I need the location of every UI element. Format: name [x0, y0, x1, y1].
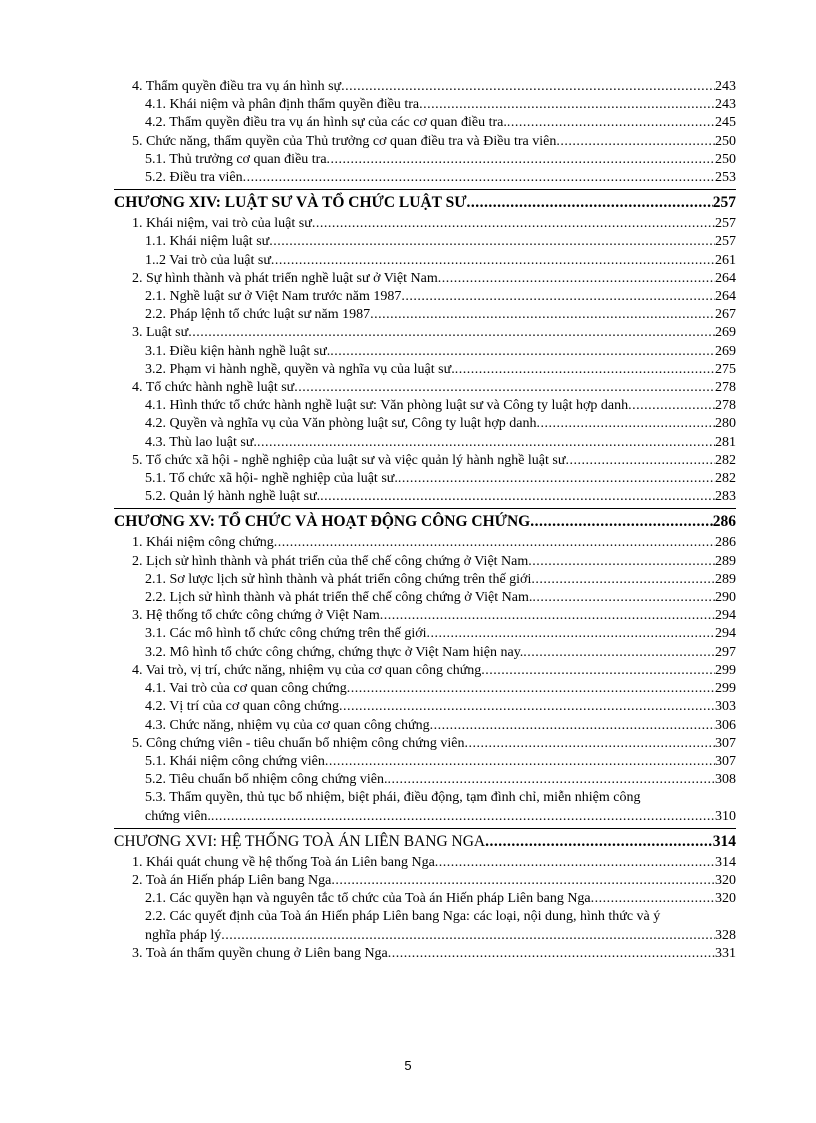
toc-entry-title: 2.1. Nghề luật sư ở Việt Nam trước năm 1987	[145, 289, 402, 305]
dot-leader	[537, 415, 715, 433]
toc-entry-page: 257	[715, 216, 736, 232]
toc-entry-page: 320	[715, 891, 736, 907]
toc-entry-page: 281	[715, 434, 736, 450]
toc-entry-page: 286	[715, 535, 736, 551]
chapter-title: CHƯƠNG XV: TỔ CHỨC VÀ HOẠT ĐỘNG CÔNG CHỨNG	[114, 513, 531, 531]
dot-leader	[628, 397, 715, 415]
dot-leader	[438, 270, 715, 288]
toc-entry-title: 3.1. Điều kiện hành nghề luật sư.	[145, 343, 331, 359]
toc-entry-page: 257	[715, 234, 736, 250]
toc-entry	[114, 945, 736, 963]
dot-leader	[341, 78, 715, 96]
dot-leader	[455, 361, 715, 379]
toc-entry	[114, 717, 736, 735]
toc-entry-title: 2. Toà án Hiến pháp Liên bang Nga	[132, 872, 332, 888]
toc-entry-title-continued: chứng viên.	[145, 808, 211, 824]
toc-entry-page: 294	[715, 608, 736, 624]
toc-entry	[114, 470, 736, 488]
toc-entry-title: 3. Toà án thẩm quyền chung ở Liên bang Nga	[132, 945, 388, 961]
toc-entry-page: 294	[715, 626, 736, 642]
dot-leader	[591, 890, 715, 908]
toc-entry-title: 3. Luật sư	[132, 325, 189, 341]
toc-entry-title: 1. Khái niệm công chứng	[132, 535, 274, 551]
toc-entry-title: 4.3. Chức năng, nhiệm vụ của cơ quan công chứng	[145, 717, 430, 733]
dot-leader	[339, 698, 715, 716]
dot-leader	[269, 233, 715, 251]
dot-leader	[531, 571, 715, 589]
toc-entry-title: 2. Lịch sử hình thành và phát triển của thể chế công chứng ở Việt Nam	[132, 553, 529, 569]
toc-entry-title: 3.2. Mô hình tổ chức công chứng, chứng thực ở Việt Nam hiện nay.	[145, 644, 524, 660]
toc-entry-page: 280	[715, 416, 736, 432]
toc-entry	[114, 133, 736, 151]
toc-entry-title: 5. Công chứng viên - tiêu chuẩn bổ nhiệm công chứng viên	[132, 735, 465, 751]
toc-entry-page: 278	[715, 380, 736, 396]
toc-entry-title: 5.2. Quản lý hành nghề luật sư.	[145, 489, 321, 505]
dot-leader	[320, 488, 715, 506]
toc-entry-title: 4. Vai trò, vị trí, chức năng, nhiệm vụ của cơ quan công chứng	[132, 662, 482, 678]
toc-entry-title: 2. Sự hình thành và phát triển nghề luật sư ở Việt Nam	[132, 270, 438, 286]
toc-entry	[114, 771, 736, 789]
toc-entry-title: 2.2. Lịch sử hình thành và phát triển thể chế công chứng ở Việt Nam.	[145, 590, 533, 606]
dot-leader	[380, 607, 715, 625]
toc-entry	[114, 571, 736, 589]
toc-entry-page: 303	[715, 699, 736, 715]
toc-entry	[114, 589, 736, 607]
toc-entry	[114, 488, 736, 506]
toc-entry-page: 282	[715, 471, 736, 487]
dot-leader	[330, 343, 715, 361]
toc-entry	[114, 361, 736, 379]
toc-entry-title: 4.2. Thẩm quyền điều tra vụ án hình sự của các cơ quan điều tra.	[145, 115, 507, 131]
dot-leader	[467, 190, 713, 215]
toc-entry	[114, 872, 736, 890]
toc-entry-title: 2.1. Các quyền hạn và nguyên tắc tổ chức của Toà án Hiến pháp Liên bang Nga	[145, 891, 591, 907]
toc-entry-page: 267	[715, 307, 736, 323]
dot-leader	[435, 854, 715, 872]
toc-entry-title: 3.1. Các mô hình tổ chức công chứng trên thế giới	[145, 626, 427, 642]
toc-entry-page: 250	[715, 151, 736, 167]
toc-entry-page: 250	[715, 133, 736, 149]
toc-entry	[114, 324, 736, 342]
dot-leader	[271, 252, 715, 270]
dot-leader	[327, 151, 715, 169]
toc-entry	[114, 114, 736, 132]
toc-entry-page: 261	[715, 252, 736, 268]
toc-entry-page: 243	[715, 97, 736, 113]
toc-entry-title: 4.1. Khái niệm và phân định thẩm quyền điều tra	[145, 97, 420, 113]
toc-entry-title: 5.2. Điều tra viên	[145, 170, 243, 186]
toc-entry	[114, 452, 736, 470]
toc-entry	[114, 607, 736, 625]
toc-entry	[114, 753, 736, 771]
toc-entry	[114, 215, 736, 233]
toc-entry-page: 253	[715, 170, 736, 186]
toc-entry-page: 275	[715, 361, 736, 377]
toc-entry	[114, 379, 736, 397]
toc-entry-title: 5. Tổ chức xã hội - nghề nghiệp của luật sư và việc quản lý hành nghề luật sư	[132, 452, 566, 468]
toc-entry-title: 5.3. Thẩm quyền, thủ tục bổ nhiệm, biệt phái, điều động, tạm đình chỉ, miễn nhiệm công	[145, 790, 641, 806]
dot-leader	[556, 133, 715, 151]
dot-leader	[325, 753, 715, 771]
toc-entry-title: 4.2. Vị trí của cơ quan công chứng	[145, 699, 339, 715]
toc-entry-page: 331	[715, 945, 736, 961]
toc-entry-page: 264	[715, 270, 736, 286]
dot-leader	[347, 680, 715, 698]
toc-entry	[114, 644, 736, 662]
toc-entry	[114, 270, 736, 288]
toc-entry-page: 245	[715, 115, 736, 131]
dot-leader	[398, 470, 715, 488]
toc-entry-page: 289	[715, 571, 736, 587]
toc-entry	[114, 908, 736, 944]
chapter-page: 286	[712, 513, 736, 531]
toc-entry-title: 1. Khái niệm, vai trò của luật sư	[132, 216, 312, 232]
dot-leader	[243, 169, 715, 187]
page-number: 5	[404, 1058, 412, 1073]
toc-entry-title: 2.2. Các quyết định của Toà án Hiến pháp Liên bang Nga: các loại, nội dung, hình thức và ý	[145, 909, 661, 925]
dot-leader	[464, 735, 715, 753]
toc-entry-page: 282	[715, 452, 736, 468]
dot-leader	[211, 808, 715, 826]
toc-entry-title-continued: nghĩa pháp lý	[145, 927, 222, 943]
dot-leader	[507, 114, 715, 132]
dot-leader	[401, 288, 715, 306]
toc-entry-page: 306	[715, 717, 736, 733]
toc-entry	[114, 854, 736, 872]
toc-entry	[114, 434, 736, 452]
toc-entry-title: 2.1. Sơ lược lịch sử hình thành và phát triển công chứng trên thế giới	[145, 571, 532, 587]
toc-entry-title: 2.2. Pháp lệnh tổ chức luật sư năm 1987	[145, 307, 371, 323]
dot-leader	[257, 434, 715, 452]
toc-entry-page: 283	[715, 489, 736, 505]
toc-entry-title: 1.1. Khái niệm luật sư	[145, 234, 270, 250]
dot-leader	[388, 945, 715, 963]
dot-leader	[430, 717, 715, 735]
toc-entry-title: 4.1. Vai trò của cơ quan công chứng	[145, 681, 347, 697]
toc-entry-page: 243	[715, 79, 736, 94]
toc-entry	[114, 789, 736, 825]
toc-entry-page: 308	[715, 772, 736, 788]
toc-entry	[114, 735, 736, 753]
dot-leader	[221, 927, 715, 945]
toc-entry	[114, 553, 736, 571]
toc-entry-page: 299	[715, 681, 736, 697]
toc-entry-title: 4. Thẩm quyền điều tra vụ án hình sự	[132, 79, 342, 94]
toc-entry-title: 3. Hệ thống tổ chức công chứng ở Việt Nam	[132, 608, 380, 624]
dot-leader	[530, 509, 713, 534]
toc-entry-page: 328	[715, 927, 736, 943]
toc-entry	[114, 397, 736, 415]
dot-leader	[485, 829, 713, 854]
toc-entry-page: 278	[715, 398, 736, 414]
toc-entry	[114, 169, 736, 187]
toc-entry	[114, 151, 736, 169]
toc-entry	[114, 233, 736, 251]
toc-entry-page: 320	[715, 872, 736, 888]
chapter-title: CHƯƠNG XVI: HỆ THỐNG TOÀ ÁN LIÊN BANG NGA	[114, 832, 486, 850]
toc-entry	[114, 662, 736, 680]
dot-leader	[427, 625, 715, 643]
dot-leader	[274, 534, 715, 552]
toc-entry-title: 5. Chức năng, thẩm quyền của Thủ trưởng cơ quan điều tra và Điều tra viên	[132, 133, 557, 149]
toc-entry	[114, 534, 736, 552]
toc-entry-page: 290	[715, 590, 736, 606]
chapter-page: 257	[712, 194, 736, 212]
toc-entry	[114, 890, 736, 908]
toc-entry-title: 4.3. Thù lao luật sư.	[145, 434, 257, 450]
dot-leader	[312, 215, 715, 233]
dot-leader	[523, 644, 715, 662]
toc-entry-title: 1..2 Vai trò của luật sư	[145, 252, 271, 268]
toc-entry-title: 4.1. Hình thức tổ chức hành nghề luật sư: Văn phòng luật sư và Công ty luật hợp danh	[145, 398, 629, 414]
toc-entry	[114, 96, 736, 114]
toc-entry-title: 4. Tổ chức hành nghề luật sư	[132, 380, 295, 396]
toc-entry-page: 310	[715, 808, 736, 824]
toc-entry-page: 299	[715, 662, 736, 678]
dot-leader	[481, 662, 715, 680]
chapter-heading	[114, 189, 736, 215]
toc-entry	[114, 252, 736, 270]
toc-entry-page: 314	[715, 854, 736, 870]
toc-entry-title: 3.2. Phạm vi hành nghề, quyền và nghĩa vụ của luật sư.	[145, 361, 455, 377]
toc-entry	[114, 680, 736, 698]
chapter-heading	[114, 828, 736, 854]
dot-leader	[528, 553, 715, 571]
toc-entry	[114, 343, 736, 361]
chapter-title: CHƯƠNG XIV: LUẬT SƯ VÀ TỔ CHỨC LUẬT SƯ	[114, 194, 467, 212]
toc-entry-title: 5.1. Khái niệm công chứng viên	[145, 753, 325, 769]
toc-entry	[114, 625, 736, 643]
toc-entry-page: 289	[715, 553, 736, 569]
dot-leader	[294, 379, 715, 397]
toc-entry	[114, 288, 736, 306]
dot-leader	[565, 452, 715, 470]
toc-entry	[114, 698, 736, 716]
dot-leader	[188, 324, 715, 342]
toc-entry-title: 5.1. Thủ trưởng cơ quan điều tra	[145, 151, 327, 167]
toc-entry-title: 5.1. Tổ chức xã hội- nghề nghiệp của luật sư.	[145, 471, 398, 487]
dot-leader	[370, 306, 715, 324]
toc-entry-page: 264	[715, 289, 736, 305]
toc-entry-title: 4.2. Quyền và nghĩa vụ của Văn phòng luật sư, Công ty luật hợp danh	[145, 416, 537, 432]
toc-entry-page: 269	[715, 325, 736, 341]
chapter-heading	[114, 508, 736, 534]
toc-entry	[114, 415, 736, 433]
toc-entry-page: 297	[715, 644, 736, 660]
toc-entry-page: 307	[715, 753, 736, 769]
toc-entry-title: 1. Khái quát chung về hệ thống Toà án Liên bang Nga	[132, 854, 435, 870]
toc-entry-title: 5.2. Tiêu chuẩn bổ nhiệm công chứng viên.	[145, 772, 388, 788]
toc-entry-page: 269	[715, 343, 736, 359]
dot-leader	[532, 589, 715, 607]
table-of-contents	[114, 78, 736, 963]
toc-entry-page: 307	[715, 735, 736, 751]
chapter-page: 314	[712, 832, 736, 850]
dot-leader	[387, 771, 715, 789]
dot-leader	[419, 96, 715, 114]
dot-leader	[331, 872, 715, 890]
toc-entry	[114, 78, 736, 96]
toc-entry	[114, 306, 736, 324]
